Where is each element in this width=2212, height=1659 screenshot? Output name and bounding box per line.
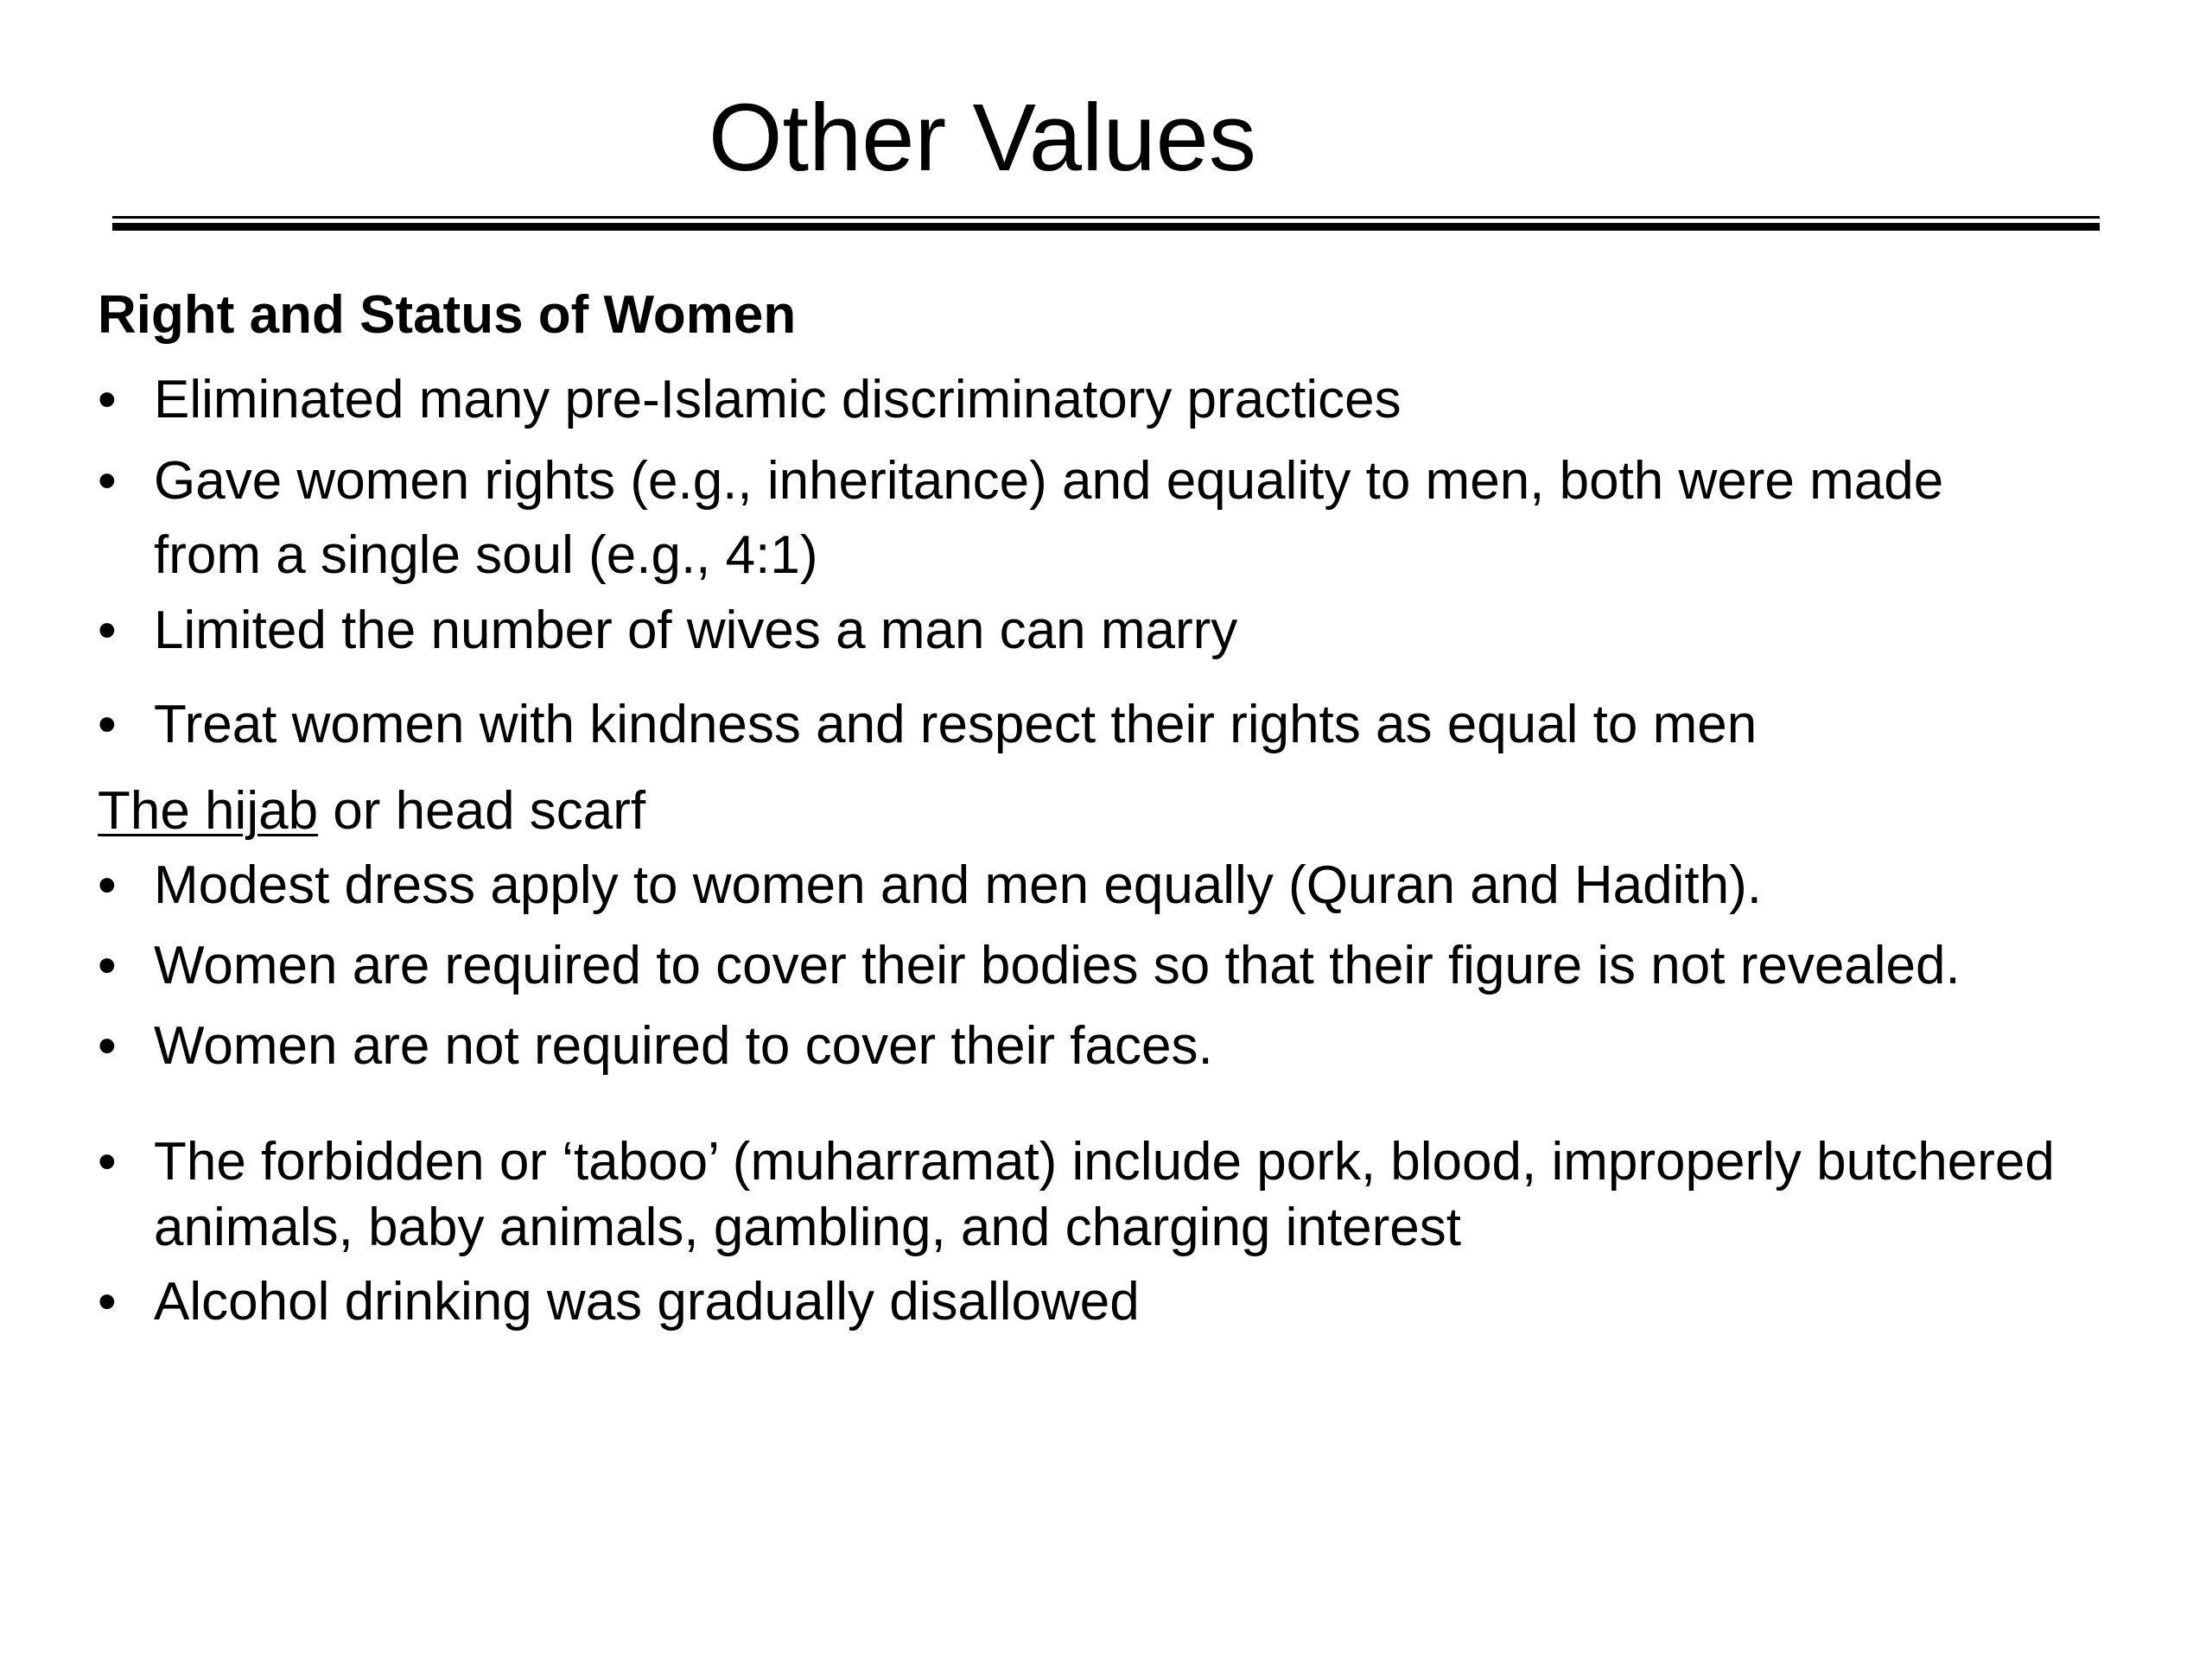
bullet-icon: • <box>98 1016 117 1076</box>
bullet-icon: • <box>98 601 117 660</box>
bullet-icon: • <box>98 451 117 511</box>
hijab-heading-rest: or head scarf <box>318 781 646 841</box>
bullet-item: Gave women rights (e.g., inheritance) and equality to men, both were made <box>154 451 1944 511</box>
bullet-icon: • <box>98 370 117 429</box>
bullet-icon: • <box>98 1272 117 1332</box>
bullet-item: The forbidden or ‘taboo’ (muharramat) include pork, blood, improperly butchered <box>154 1132 2055 1192</box>
bullet-item: Treat women with kindness and respect their rights as equal to men <box>154 695 1758 754</box>
bullet-item-continuation: animals, baby animals, gambling, and charging interest <box>154 1198 1461 1257</box>
bullet-item-continuation: from a single soul (e.g., 4:1) <box>154 525 818 585</box>
title-divider-thin <box>112 216 2100 219</box>
bullet-item: Women are required to cover their bodies so that their figure is not revealed. <box>154 936 1961 995</box>
bullet-icon: • <box>98 695 117 754</box>
bullet-item: Alcohol drinking was gradually disallowed <box>154 1272 1140 1332</box>
slide-title: Other Values <box>709 85 1256 191</box>
hijab-underlined-term: The hijab <box>98 781 319 841</box>
bullet-item: Limited the number of wives a man can marry <box>154 601 1238 660</box>
bullet-item: Women are not required to cover their faces. <box>154 1016 1213 1076</box>
bullet-icon: • <box>98 1132 117 1192</box>
bullet-icon: • <box>98 855 117 915</box>
section-heading-hijab <box>98 777 645 846</box>
title-divider-thick <box>112 223 2100 231</box>
bullet-item: Modest dress apply to women and men equally (Quran and Hadith). <box>154 855 1762 915</box>
section-heading-women: Right and Status of Women <box>98 285 797 345</box>
bullet-icon: • <box>98 936 117 995</box>
bullet-item: Eliminated many pre-Islamic discriminatory practices <box>154 370 1402 429</box>
